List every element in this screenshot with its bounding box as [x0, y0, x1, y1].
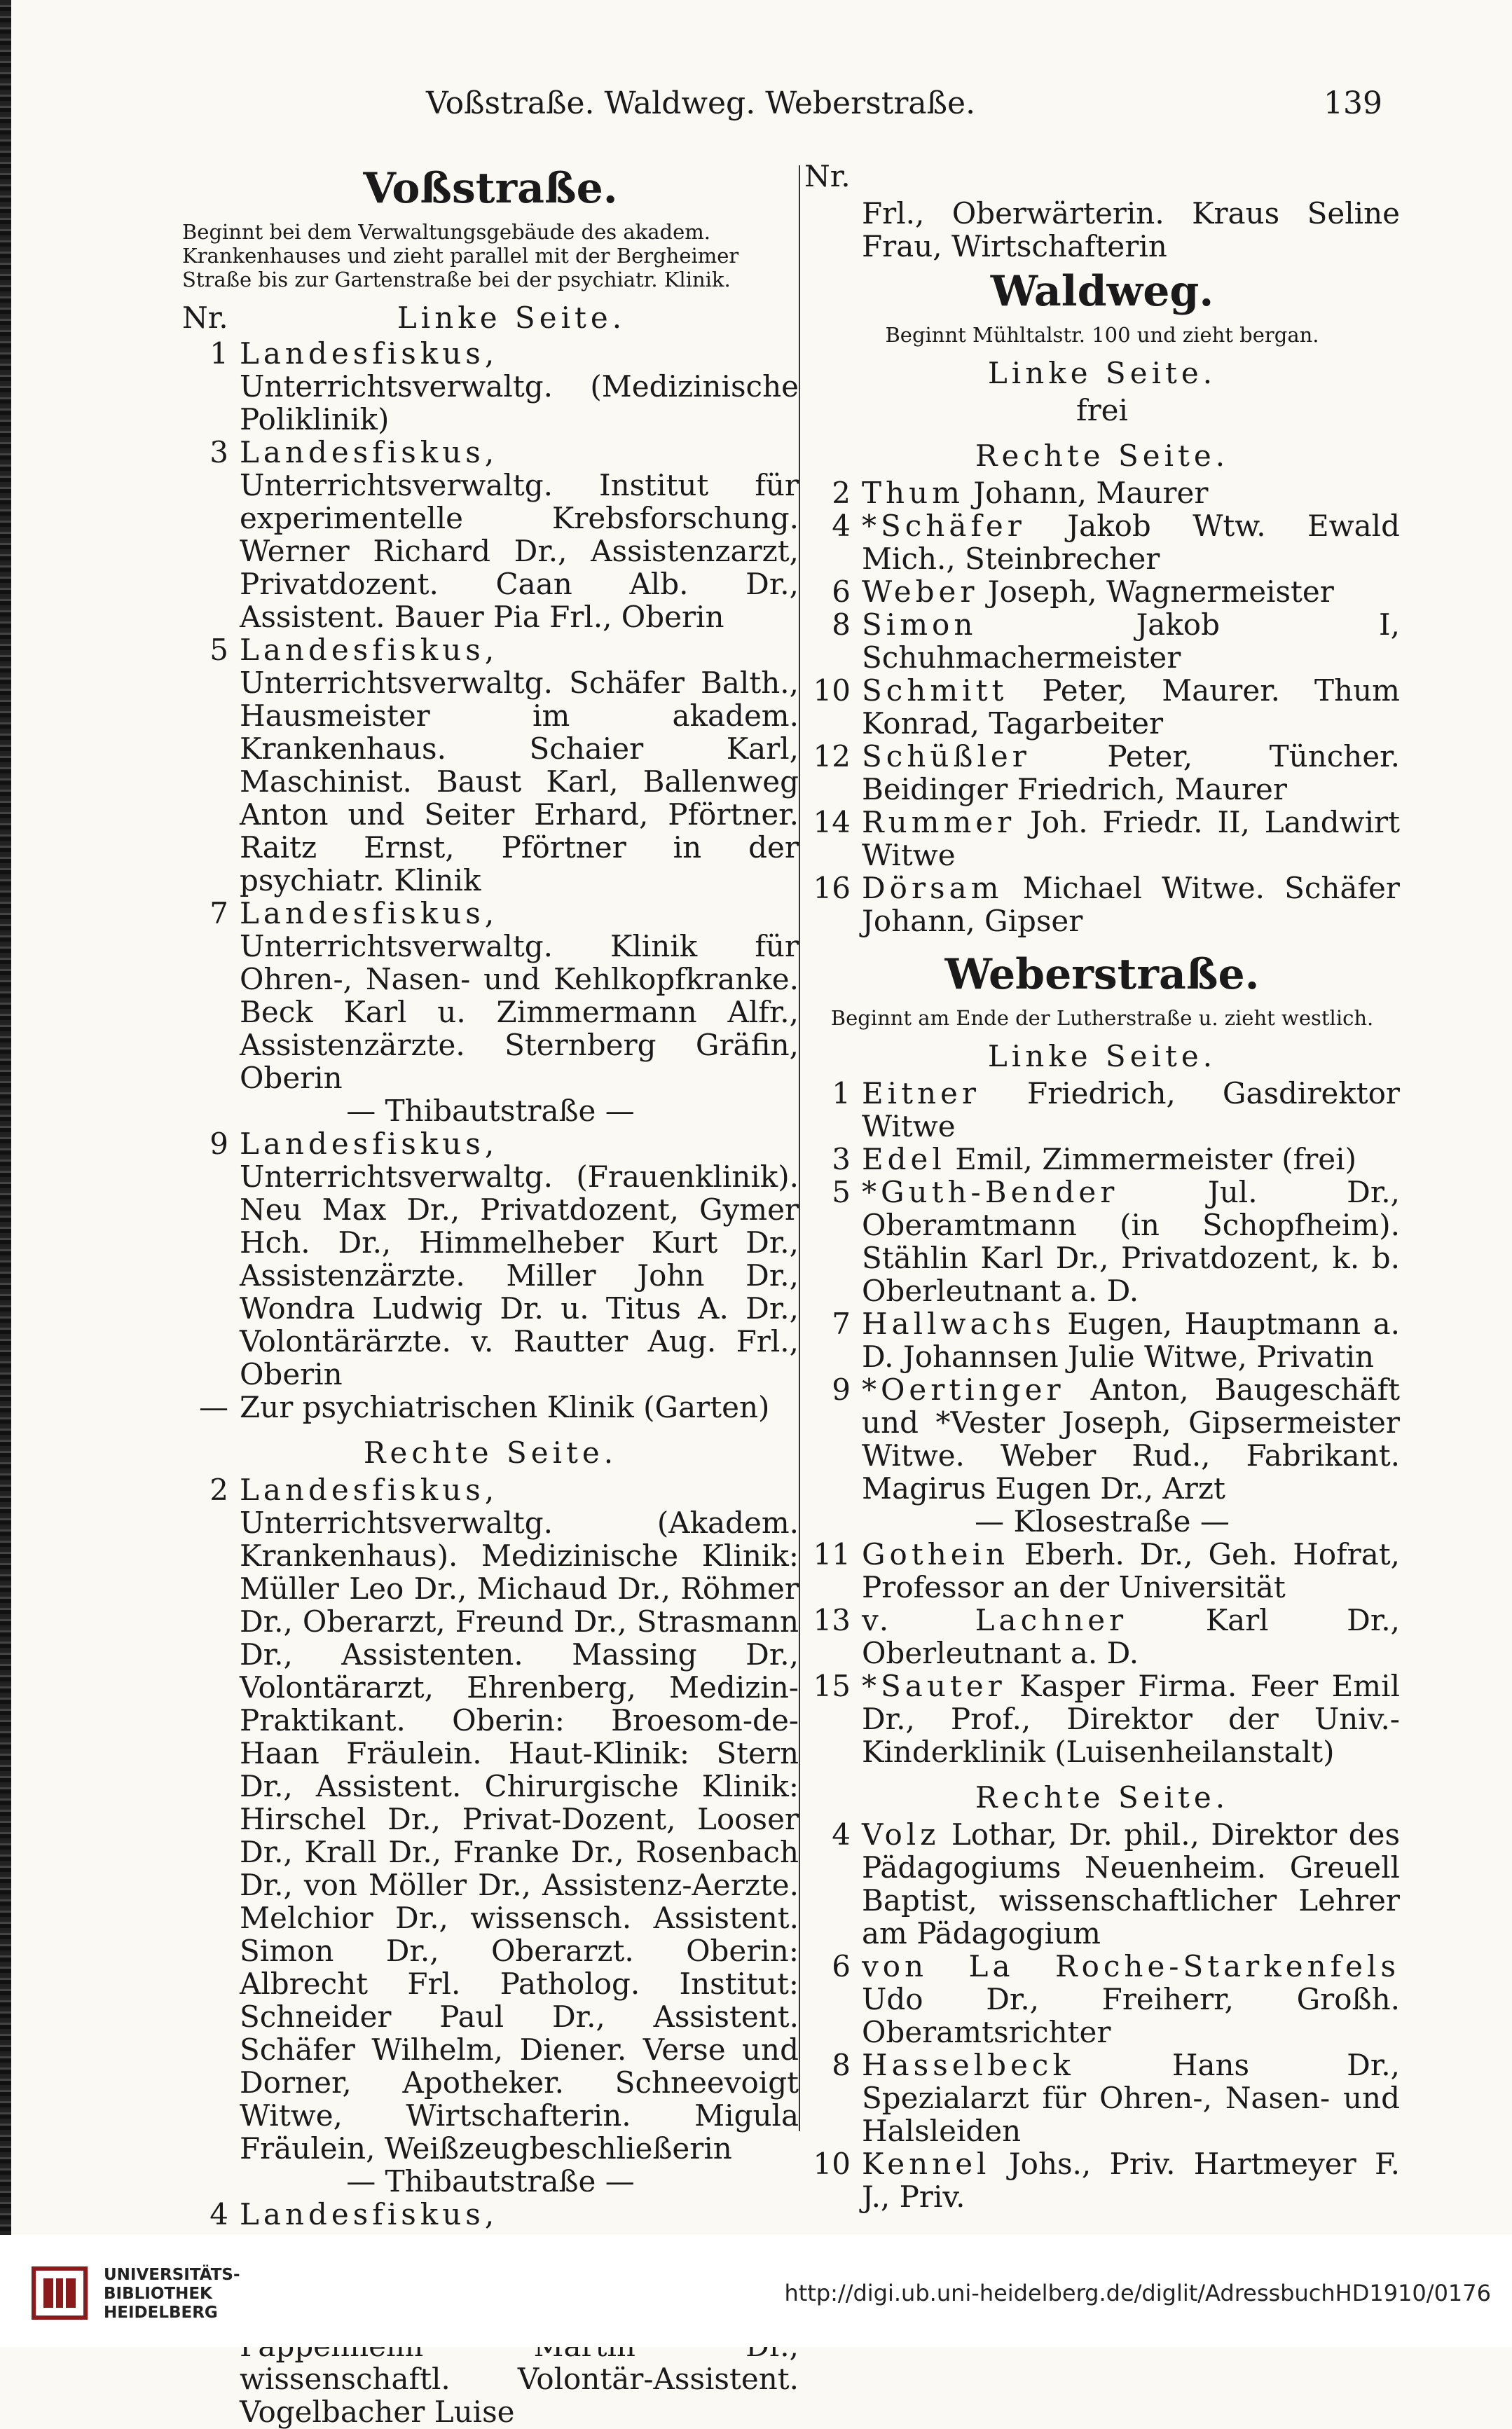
library-name: [104, 2266, 240, 2323]
resident-name: Thum: [862, 476, 964, 510]
section-title-waldweg: Waldweg.: [990, 267, 1214, 316]
house-number: 4: [832, 509, 851, 543]
address-entry: [804, 1818, 1400, 1950]
entry-text: [862, 1818, 1400, 1950]
resident-name: Landesfiskus,: [240, 1127, 499, 1161]
entry-text: [240, 1127, 799, 1391]
house-number: 8: [832, 2048, 851, 2082]
entry-text: [862, 1307, 1400, 1373]
address-entry: [182, 1473, 799, 2165]
entry-details: Zur psychiatrischen Klinik (Garten): [240, 1390, 770, 1424]
section-title-weberstrasse: Weberstraße.: [944, 950, 1260, 999]
address-entry: [804, 1077, 1400, 1143]
entry-text: Frl., Oberwärterin. Kraus Seline Frau, Wirtschafterin: [862, 196, 1400, 263]
entry-details: Peter, Tüncher. Beidinger Friedrich, Maurer: [862, 739, 1400, 806]
house-number: 13: [813, 1603, 851, 1637]
entry-details: Peter, Maurer. Thum Konrad, Tagarbeiter: [862, 673, 1400, 741]
house-number: 1: [209, 336, 228, 371]
house-number: 16: [813, 871, 851, 905]
house-number: 11: [813, 1537, 851, 1571]
address-entry: [804, 2147, 1400, 2213]
entry-text: [240, 436, 799, 633]
entry-text: [862, 509, 1400, 575]
entry-list: [804, 476, 1400, 937]
house-number: 9: [209, 1127, 228, 1161]
house-number: 6: [832, 574, 851, 609]
resident-name: *Guth-Bender: [862, 1175, 1119, 1209]
address-entry: [804, 1670, 1400, 1768]
page-number: 139: [1324, 85, 1382, 121]
house-number: 8: [832, 607, 851, 642]
resident-name: Landesfiskus,: [240, 633, 499, 667]
entry-text: [862, 1143, 1400, 1176]
resident-name: Eitner: [862, 1076, 980, 1110]
address-entry: [804, 740, 1400, 806]
entry-text: [862, 1950, 1400, 2049]
entry-details: Jakob Wtw. Ewald Mich., Steinbrecher: [862, 509, 1400, 576]
side-heading: Linke Seite.: [397, 301, 626, 335]
entry-text: [240, 1391, 799, 1424]
entry-text: [862, 1538, 1400, 1604]
side-heading: Linke Seite.: [987, 356, 1217, 390]
address-entry: [182, 436, 799, 633]
address-entry: [804, 674, 1400, 740]
resident-name: Hallwachs: [862, 1307, 1055, 1341]
entry-text: [862, 575, 1400, 608]
house-number: 4: [832, 1817, 851, 1852]
house-number: 3: [209, 435, 228, 469]
entry-text: [862, 2147, 1400, 2213]
entry-text: [862, 872, 1400, 937]
address-entry: [804, 1176, 1400, 1307]
address-entry: [804, 476, 1400, 509]
entry-details: Lothar, Dr. phil., Direktor des Pädagogiums Neuenheim. Greuell Baptist, wissenschaftlicher Lehrer am Pädagogium: [862, 1817, 1400, 1950]
resident-name: Gothein: [862, 1537, 1010, 1571]
entry-details: Eugen, Hauptmann a. D. Johannsen Julie Witwe, Privatin: [862, 1307, 1400, 1374]
entry-details: Emil, Zimmermeister (frei): [945, 1142, 1356, 1176]
resident-name: Kennel: [862, 2147, 991, 2181]
resident-name: Landesfiskus,: [240, 2197, 499, 2231]
left-column: [182, 160, 799, 2428]
cross-street-marker: — Thibautstraße —: [346, 1094, 635, 1128]
resident-name: Hasselbeck: [862, 2048, 1075, 2082]
cross-street-marker: — Klosestraße —: [975, 1504, 1230, 1539]
resident-name: Landesfiskus,: [240, 336, 499, 371]
resident-name: *Schäfer: [862, 509, 1026, 543]
section-description: Beginnt am Ende der Lutherstraße u. zieht westlich.: [830, 1006, 1374, 1030]
house-number: 7: [209, 896, 228, 930]
address-entry: [804, 1143, 1400, 1176]
source-url-link[interactable]: http://digi.ub.uni-heidelberg.de/diglit/AdressbuchHD1910/0176: [784, 2280, 1491, 2306]
entry-text: [862, 2049, 1400, 2147]
address-entry: [804, 575, 1400, 608]
entry-text: [862, 608, 1400, 674]
house-number: 7: [832, 1307, 851, 1341]
address-entry: [182, 633, 799, 897]
resident-name: *Oertinger: [862, 1372, 1065, 1407]
entry-text: [862, 1604, 1400, 1670]
section-description: Beginnt Mühltalstr. 100 und zieht bergan.: [885, 323, 1319, 347]
entry-list: [804, 1077, 1400, 1768]
house-number: 6: [832, 1949, 851, 1983]
section-description: Beginnt bei dem Verwaltungsgebäude des akadem. Krankenhauses und zieht parallel mit der Bergheimer Straße bis zur Gartenstraße bei der psychiatr. Klinik.: [182, 220, 739, 291]
resident-name: Landesfiskus,: [240, 435, 499, 469]
resident-name: Dörsam: [862, 871, 1003, 905]
entry-text: [862, 740, 1400, 806]
entry-details: Unterrichtsverwaltg. (Frauenklinik). Neu Max Dr., Privatdozent, Gymer Hch. Dr., Himmelheber Kurt Dr., Assistenzärzte. Miller John Dr., Wondra Ludwig Dr. u. Titus A. Dr., Volontärärzte. v. Rautter Aug. Frl., Oberin: [240, 1160, 799, 1391]
address-entry: [804, 1604, 1400, 1670]
column-divider: [799, 165, 800, 2131]
resident-name: Volz: [862, 1817, 940, 1852]
entry-text: [862, 1176, 1400, 1307]
side-heading: Rechte Seite.: [363, 1436, 618, 1470]
entry-text: [240, 633, 799, 897]
entry-text: [240, 1473, 799, 2165]
house-number: 3: [832, 1142, 851, 1176]
house-number: 10: [813, 2147, 851, 2181]
house-number: 2: [832, 476, 851, 510]
address-entry: [804, 1373, 1400, 1505]
footer-bar: [0, 2235, 1512, 2347]
house-number: 15: [813, 1669, 851, 1703]
side-heading: Rechte Seite.: [975, 439, 1230, 473]
house-number: 4: [209, 2197, 228, 2231]
entry-details: Joh. Friedr. II, Landwirt Witwe: [862, 805, 1400, 872]
section-title-vossstrasse: Voßstraße.: [363, 164, 618, 213]
address-entry: [804, 872, 1400, 937]
address-entry: [804, 1950, 1400, 2049]
entry-details: Michael Witwe. Schäfer Johann, Gipser: [862, 871, 1400, 938]
address-entry: [804, 1307, 1400, 1373]
entry-list: [804, 1818, 1400, 2213]
library-name-line: UNIVERSITÄTS-: [104, 2266, 240, 2284]
library-name-line: HEIDELBERG: [104, 2304, 218, 2322]
resident-name: Landesfiskus,: [240, 1473, 499, 1507]
address-entry: [804, 1538, 1400, 1604]
address-entry: [804, 806, 1400, 872]
entry-text: [240, 337, 799, 436]
house-number: 5: [209, 633, 228, 667]
address-entry: [182, 1127, 799, 1391]
address-entry: [804, 608, 1400, 674]
house-number: 12: [813, 739, 851, 773]
entry-details: Joseph, Wagnermeister: [978, 574, 1334, 609]
running-title: Voßstraße. Waldweg. Weberstraße.: [425, 85, 976, 121]
entry-details: Hans Dr., Spezialarzt für Ohren-, Nasen- und Halsleiden: [862, 2048, 1400, 2148]
entry-text: [862, 674, 1400, 740]
entry-details: wissenschaftl. Volontär-Assistent. Vogelbacher Luise: [240, 2362, 799, 2429]
cross-street-marker: — Thibautstraße —: [346, 2164, 635, 2199]
resident-name: *Sauter: [862, 1669, 1006, 1703]
house-number: 5: [832, 1175, 851, 1209]
house-number: 2: [209, 1473, 228, 1507]
entry-details: Karl Dr., Oberleutnant a. D.: [862, 1603, 1401, 1670]
entry-details: Unterrichtsverwaltg. Klinik für Ohren-, Nasen- und Kehlkopfkranke. Beck Karl u. Zimmermann Alfr., Assistenzärzte. Sternberg Gräfin, Oberin: [240, 929, 799, 1095]
resident-name: Simon: [862, 607, 977, 642]
resident-name: Weber: [862, 574, 979, 609]
entry-details: Anton, Baugeschäft und *Vester Joseph, Gipsermeister Witwe. Weber Rud., Fabrikant. Magirus Eugen Dr., Arzt: [862, 1372, 1400, 1506]
entry-details: Friedrich, Gasdirektor Witwe: [862, 1076, 1400, 1143]
entry-details: Eberh. Dr., Geh. Hofrat, Professor an der Universität: [862, 1537, 1400, 1604]
entry-text: [862, 476, 1400, 509]
entry-text: [862, 1373, 1400, 1505]
nr-label: Nr.: [804, 159, 851, 193]
library-logo-icon: [28, 2262, 91, 2325]
resident-name: Schüßler: [862, 739, 1031, 773]
house-number: 1: [832, 1076, 851, 1110]
address-entry: [804, 509, 1400, 575]
entry-details: Johann, Maurer: [963, 476, 1209, 510]
entry-details: Unterrichtsverwaltg. Institut für experimentelle Krebsforschung. Werner Richard Dr., Assistenzarzt, Privatdozent. Caan Alb. Dr., Assistent. Bauer Pia Frl., Oberin: [240, 468, 799, 634]
resident-name: Edel: [862, 1142, 946, 1176]
house-number: 10: [813, 673, 851, 708]
entry-details: Jakob I, Schuhmachermeister: [862, 607, 1400, 675]
entry-details: Unterrichtsverwaltg. (Akadem. Krankenhaus). Medizinische Klinik: Müller Leo Dr., Michaud Dr., Röhmer Dr., Oberarzt, Freund Dr., Strasmann Dr., Assistenten. Massing Dr., Volontärarzt, Ehrenberg, Medizin-Praktikant. Oberin: Broesom-de-Haan Fräulein. Haut-Klinik: Stern Dr., Assistent. Chirurgische Klinik: Hirschel Dr., Privat-Dozent, Looser Dr., Krall Dr., Franke Dr., Rosenbach Dr., von Möller Dr., Assistenz-Aerzte. Melchior Dr., wissensch. Assistent. Simon Dr., Oberarzt. Oberin: Albrecht Frl. Patholog. Institut: Schneider Paul Dr., Assistent. Schäfer Wilhelm, Diener. Verse und Dorner, Apotheker. Schneevoigt Witwe, Wirtschafterin. Migula Fräulein, Weißzeugbeschließerin: [240, 1506, 799, 2166]
resident-name: v. Lachner: [862, 1603, 1128, 1637]
book-spine-edge: [0, 0, 11, 2347]
house-number: —: [199, 1390, 228, 1424]
resident-name: Rummer: [862, 805, 1016, 839]
house-number: 9: [832, 1372, 851, 1407]
entry-details: Johs., Priv. Hartmeyer F. J., Priv.: [862, 2147, 1400, 2214]
entry-list: [182, 337, 799, 1424]
side-heading: Linke Seite.: [987, 1039, 1217, 1073]
resident-name: von La Roche-Starkenfels: [862, 1949, 1400, 1983]
page-header: [0, 85, 1512, 128]
entry-details: Kasper Firma. Feer Emil Dr., Prof., Direktor der Univ.-Kinderklinik (Luisenheilanstalt): [862, 1669, 1400, 1769]
resident-name: Landesfiskus,: [240, 896, 499, 930]
address-entry: [182, 1391, 799, 1424]
continuation-entry: [804, 197, 1400, 263]
free-note: frei: [1076, 393, 1128, 427]
resident-name: Schmitt: [862, 673, 1008, 708]
side-heading: Rechte Seite.: [975, 1780, 1230, 1815]
library-name-line: BIBLIOTHEK: [104, 2285, 212, 2303]
entry-text: [862, 1077, 1400, 1143]
address-entry: [182, 897, 799, 1094]
entry-details: Jul. Dr., Oberamtmann (in Schopfheim). Stählin Karl Dr., Privatdozent, k. b. Oberleutnant a. D.: [862, 1175, 1400, 1308]
house-number: 14: [813, 805, 851, 839]
address-entry: [182, 337, 799, 436]
entry-details: Udo Dr., Freiherr, Großh. Oberamtsrichter: [862, 1982, 1400, 2049]
nr-label: Nr.: [182, 301, 228, 335]
entry-text: [240, 897, 799, 1094]
address-entry: [804, 2049, 1400, 2147]
right-column: [804, 160, 1400, 2213]
column-heading: [182, 301, 799, 334]
entry-text: [862, 806, 1400, 872]
entry-text: [862, 1670, 1400, 1768]
entry-details: Unterrichtsverwaltg. Schäfer Balth., Hausmeister im akadem. Krankenhaus. Schaier Karl, Maschinist. Baust Karl, Ballenweg Anton und Seiter Erhard, Pförtner. Raitz Ernst, Pförtner in der psychiatr. Klinik: [240, 666, 799, 897]
entry-details: Unterrichtsverwaltg. (Medizinische Poliklinik): [240, 369, 799, 436]
